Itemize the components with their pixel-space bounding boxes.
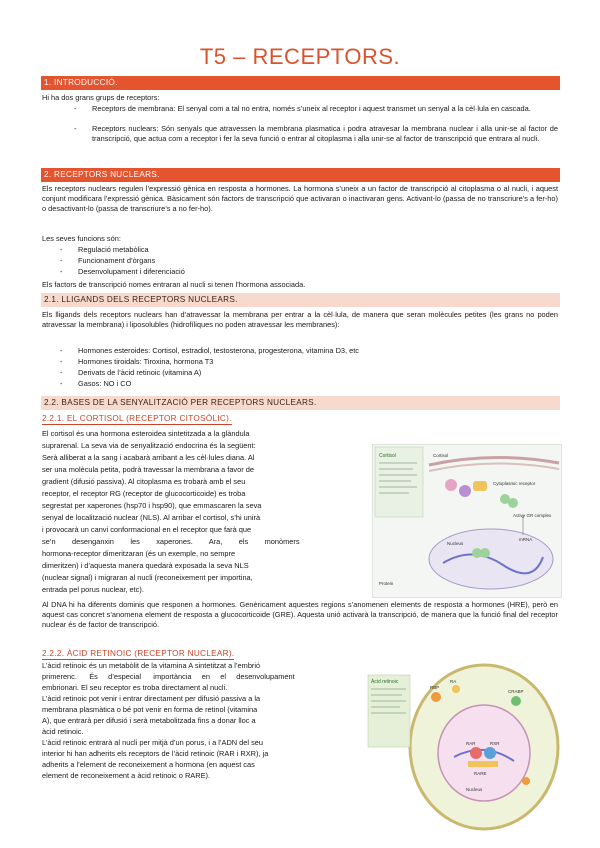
paragraph-line: i provocarà un canvi conformacional en el receptor que farà que	[42, 525, 252, 534]
paragraph-line: dimeritzen) i d’aquesta manera quedarà exposada la seva NLS	[42, 561, 249, 570]
paragraph-line: suprarenal. La seva via de senyalització endocrina és la següent:	[42, 441, 256, 450]
figure-label: RARE	[474, 771, 487, 776]
ligand-text: Hormones esteroides: Cortisol, estradiol, testosterona, progesterona, vitamina D3, etc	[78, 346, 359, 355]
lligands-paragraph: Els lligands dels receptors nuclears han d’atravessar la membrana per entrar a la cèl·lula, de manera que seran molècules petites (les grans no poden atravessar la membrana) i liposolubles (hidrofíliques no poden atravessar les membranes):	[42, 310, 558, 329]
subsection-heading-bases: 2.2. BASES DE LA SENYALITZACIÓ PER RECEPTORS NUCLEARS.	[41, 396, 560, 410]
ligand-text: Gasos: NO i CO	[78, 379, 132, 388]
page-title: T5 – RECEPTORS.	[199, 44, 401, 69]
figure-label: mRNA	[519, 537, 533, 542]
paragraph-line: ser una molècula petita, podrà travessar la membrana a favor de	[42, 465, 254, 474]
paragraph-line: segrestat per xaperones (hsp70 i hsp90), que emmascaren la seva	[42, 501, 262, 510]
paragraph-line: primerenc. És d’especial importància en el desenvolupament	[42, 672, 295, 681]
figure-label: Cytoplasmic receptor	[493, 481, 536, 486]
transcription-factors-note: Els factors de transcripció nomes entraran al nucli si tenen l’hormona associada.	[42, 280, 306, 289]
paragraph-line: adherits a l’element de reconeixement a hormona (en aquest cas	[42, 760, 255, 769]
hre-paragraph: Al DNA hi ha diferents dominis que responen a hormones. Genèricament aquestes regions s’anomenen elements de resposta a hormones (HRE), però en aquest cas concret s’anomena element de resposta a glucocorticoide (GRE). Aquesta unió activarà la transcripció, de manera que la funció final del receptor nuclear és de factor de transcripció.	[42, 600, 558, 629]
ligand-text: Derivats de l’àcid retinoic (vitamina A)	[78, 368, 202, 377]
heading-text: 2.2.1. EL CORTISOL (RECEPTOR CITOSÒLIC).	[42, 414, 232, 423]
section-heading-introduccio: 1. INTRODUCCIÓ.	[41, 76, 560, 90]
paragraph-line: L’àcid retinoic és un metabòlit de la vitamina A sintetitzat a l’embrió	[42, 661, 261, 670]
paragraph-line: L’àcid retinoic pot venir i entrar directament per difusió passiva a la	[42, 694, 261, 703]
function-text: Regulació metabòlica	[78, 245, 149, 254]
figure-side-label: Cortisol	[379, 453, 396, 459]
paragraph-line: A), que entrarà per difusió i serà metabolitzada fins a donar lloc a	[42, 716, 256, 725]
cortisol-diagram	[373, 445, 561, 597]
paragraph-line: element de reconeixement a àcid retinoic o RARE).	[42, 771, 211, 780]
paragraph-line: hormona-receptor dimeritzaran (és un exemple, no sempre	[42, 549, 236, 558]
figure-label: Active GR complex	[513, 513, 552, 518]
figure-label: Cortisol	[433, 453, 449, 458]
bullet-nuclear-receptors: - Receptors nuclears: Són senyals que atravessen la membrana plasmatica i podra atravesar la membrana nuclear i alla unir-se al factor de transcripció, que actua com a receptor i fer la seva funció o entrar al citoplasma i alla unir-se al factor de transcripció que entrara al nucli.	[74, 124, 558, 143]
intro-text: Hi ha dos grans grups de receptors:	[42, 93, 160, 102]
paragraph-line: receptor, el receptor RG (receptor de glucocorticoide) es troba	[42, 489, 246, 498]
function-text: Funcionament d’òrgans	[78, 256, 156, 265]
figure-label: Protein	[379, 581, 394, 586]
functions-intro: Les seves funcions són:	[42, 234, 121, 243]
bullet-membrane-receptors: - Receptors de membrana: El senyal com a tal no entra, només s’uneix al receptor i aquest transmet un senyal a la cèl·lula en cascada.	[74, 104, 531, 113]
figure-label: Nucleus	[466, 787, 483, 792]
figure-label: RAR	[466, 741, 476, 746]
ligand-item: - Hormones tiroidals: Tiroxina, hormona T3	[60, 357, 214, 366]
paragraph-line: se’n desenganxin les xaperones. Ara, els monòmers	[42, 537, 300, 546]
heading-text: 2.2.2. ÀCID RETINOIC (RECEPTOR NUCLEAR).	[42, 649, 235, 658]
paragraph-line: El cortisol és una hormona esteroidea sintetitzada a la glàndula	[42, 429, 250, 438]
figure-label: RBP	[430, 685, 440, 690]
subsubsection-heading-acid-retinoic	[42, 649, 234, 659]
section-heading-receptors-nuclears: 2. RECEPTORS NUCLEARS.	[41, 168, 560, 182]
retinoic-acid-figure	[366, 661, 560, 833]
paragraph-line: L’àcid retinoic entrarà al nucli per mitjà d’un porus, i a l’ADN del seu	[42, 738, 264, 747]
paragraph-line: Serà alliberat a la sang i acabarà arribant a les cèl·lules diana. Al	[42, 453, 255, 462]
function-item: - Funcionament d’òrgans	[60, 256, 156, 265]
paragraph-line: àcid retinoic.	[42, 727, 84, 736]
function-item: - Desenvolupament i diferenciació	[60, 267, 185, 276]
retinoic-diagram	[366, 661, 560, 833]
cortisol-pathway-figure	[372, 444, 562, 598]
figure-side-label: Àcid retinoic	[371, 679, 399, 685]
figure-label: Nucleus	[447, 541, 464, 546]
paragraph-line: membrana plasmàtica o bé pot venir en forma de retinol (vitamina	[42, 705, 258, 714]
function-text: Desenvolupament i diferenciació	[78, 267, 185, 276]
figure-label: RXR	[490, 741, 500, 746]
bullet-text: Receptors nuclears: Són senyals que atravessen la membrana plasmatica i podra atravesar la membrana nuclear i alla unir-se al factor de transcripció, que actua com a receptor i fer la seva funció o entrar al citoplasma i alla unir-se al factor de transcripció que entrara al nucli.	[92, 124, 558, 143]
paragraph-line: embrionari. El seu receptor es troba directament al nucli.	[42, 683, 228, 692]
ligand-item: - Hormones esteroides: Cortisol, estradiol, testosterona, progesterona, vitamina D3, etc	[60, 346, 359, 355]
figure-label: RA	[450, 679, 457, 684]
subsubsection-heading-cortisol	[42, 414, 232, 424]
ligand-item: - Derivats de l’àcid retinoic (vitamina A)	[60, 368, 202, 377]
paragraph-line: senyal de localització nuclear (NLS). Al arribar el cortisol, s’hi unirà	[42, 513, 261, 522]
figure-label: CRABP	[508, 689, 524, 694]
paragraph-line: gradient (difusió passiva). Al citoplasma es trobarà amb el seu	[42, 477, 246, 486]
paragraph-line: interior hi han adherits els receptors de l’àcid retinoic (RAR i RXR), ja	[42, 749, 269, 758]
bullet-text: Receptors de membrana: El senyal com a tal no entra, només s’uneix al receptor i aquest transmet un senyal a la cèl·lula en cascada.	[92, 104, 531, 113]
function-item: - Regulació metabòlica	[60, 245, 149, 254]
paragraph-line: entrada pel porus nuclear, etc).	[42, 585, 144, 594]
ligand-text: Hormones tiroidals: Tiroxina, hormona T3	[78, 357, 214, 366]
ligand-item: - Gasos: NO i CO	[60, 379, 132, 388]
subsection-heading-lligands: 2.1. LLIGANDS DELS RECEPTORS NUCLEARS.	[41, 293, 560, 307]
paragraph-line: (nuclear signal) i migraran al nucli (reconeixement per importina,	[42, 573, 253, 582]
nuclear-receptors-paragraph: Els receptors nuclears regulen l’expressió gènica en resposta a hormones. La hormona s’uneix a un factor de transcripció al citoplasma o al nucli, i aquest conjunt modificara l’expressió gènica. Bàsicament són factors de transcripció que activaran o inactivaran gens. Activant-lo (passa de no transcriure’s a fer-ho) o desactivant-lo (passa de transcriure’s a no fer-ho).	[42, 184, 558, 213]
